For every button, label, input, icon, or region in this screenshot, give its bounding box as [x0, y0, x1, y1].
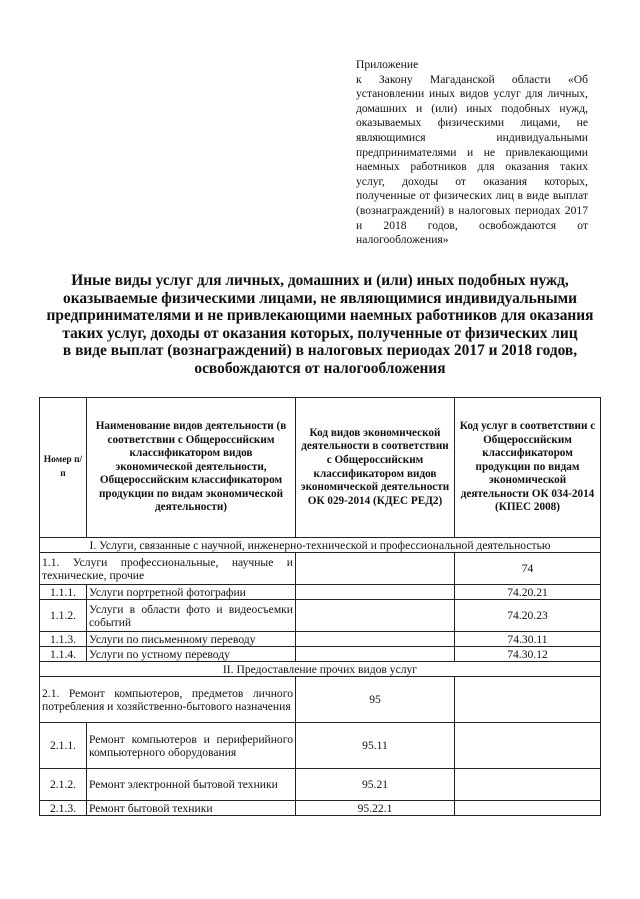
header-num: Номер п/п — [40, 398, 87, 538]
header-name: Наименование видов деятельности (в соответствии с Общероссийским классификатором видов экономической деятельности, Общероссийским классификатором продукции по видам экономической деятельности) — [87, 398, 296, 538]
table-row — [40, 769, 601, 801]
row-name: Ремонт компьютеров и периферийного компьютерного оборудования — [87, 723, 296, 769]
title-line: предпринимателями и не привлекающими наемных работников для оказания — [46, 307, 594, 325]
row-okpd — [455, 677, 601, 723]
section-title: I. Услуги, связанные с научной, инженерно-технической и профессиональной деятельностью — [40, 538, 601, 553]
row-name: Услуги по письменному переводу — [87, 632, 296, 647]
row-num: 2.1.1. — [40, 723, 87, 769]
header-okpd: Код услуг в соответствии с Общероссийским классификатором продукции по видам экономической деятельности ОК 034-2014 (КПЕС 2008) — [455, 398, 601, 538]
row-okpd — [455, 769, 601, 801]
row-name: Ремонт бытовой техники — [87, 801, 296, 816]
title-line: Иные виды услуг для личных, домашних и (или) иных подобных нужд, — [71, 272, 569, 289]
row-okved: 95.22.1 — [296, 801, 455, 816]
row-name: 1.1. Услуги профессиональные, научные и технические, прочие — [40, 553, 296, 585]
title-line: таких услуг, доходы от оказания которых, полученные от физических лиц — [62, 324, 578, 342]
row-name: Услуги в области фото и видеосъемки событий — [87, 600, 296, 632]
row-num: 1.1.1. — [40, 585, 87, 600]
section-row — [40, 538, 601, 553]
row-okved — [296, 647, 455, 662]
section-title: II. Предоставление прочих видов услуг — [40, 662, 601, 677]
row-name: 2.1. Ремонт компьютеров, предметов личного потребления и хозяйственно-бытового назначения — [40, 677, 296, 723]
row-name: Ремонт электронной бытовой техники — [87, 769, 296, 801]
services-table — [39, 397, 601, 816]
row-okved — [296, 600, 455, 632]
row-num: 1.1.2. — [40, 600, 87, 632]
table-row — [40, 801, 601, 816]
row-okved: 95.11 — [296, 723, 455, 769]
table-header-row — [40, 398, 601, 538]
row-name: Услуги портретной фотографии — [87, 585, 296, 600]
row-okpd: 74 — [455, 553, 601, 585]
appendix-block — [356, 58, 588, 248]
table-row — [40, 647, 601, 662]
row-okpd: 74.30.11 — [455, 632, 601, 647]
row-okved — [296, 553, 455, 585]
row-okved — [296, 632, 455, 647]
table-row — [40, 677, 601, 723]
row-num: 2.1.2. — [40, 769, 87, 801]
row-okved: 95.21 — [296, 769, 455, 801]
row-okved: 95 — [296, 677, 455, 723]
table-row — [40, 632, 601, 647]
table-row — [40, 723, 601, 769]
header-okved: Код видов экономической деятельности в соответствии с Общероссийским классификатором видов экономической деятельности ОК 029-2014 (КДЕС РЕД2) — [296, 398, 455, 538]
title-line: в виде выплат (вознаграждений) в налоговых периодах 2017 и 2018 годов, — [62, 342, 578, 360]
row-okpd: 74.30.12 — [455, 647, 601, 662]
appendix-text: к Закону Магаданской области «Об установлении иных видов услуг для личных, домашних и (или) иных подобных нужд, оказываемых физическими лицами, не являющимися индивидуальными предпринимателями и не привлекающими наемных работников для оказания таких услуг, доходы от оказания которых, полученные от физических лиц в виде выплат (вознаграждений) в налоговых периодах 2017 и 2018 годов, освобождаются от налогообложения» — [356, 72, 588, 247]
title-line: освобождаются от налогообложения — [194, 359, 446, 377]
row-okpd — [455, 801, 601, 816]
row-num: 1.1.4. — [40, 647, 87, 662]
appendix-heading: Приложение — [356, 58, 419, 71]
table-row — [40, 600, 601, 632]
document-title — [34, 272, 606, 378]
row-okpd: 74.20.21 — [455, 585, 601, 600]
table-row — [40, 553, 601, 585]
row-okpd: 74.20.23 — [455, 600, 601, 632]
row-name: Услуги по устному переводу — [87, 647, 296, 662]
row-num: 1.1.3. — [40, 632, 87, 647]
row-okved — [296, 585, 455, 600]
row-okpd — [455, 723, 601, 769]
title-line: оказываемые физическими лицами, не являющимися индивидуальными — [63, 289, 577, 307]
table-row — [40, 585, 601, 600]
row-num: 2.1.3. — [40, 801, 87, 816]
section-row — [40, 662, 601, 677]
